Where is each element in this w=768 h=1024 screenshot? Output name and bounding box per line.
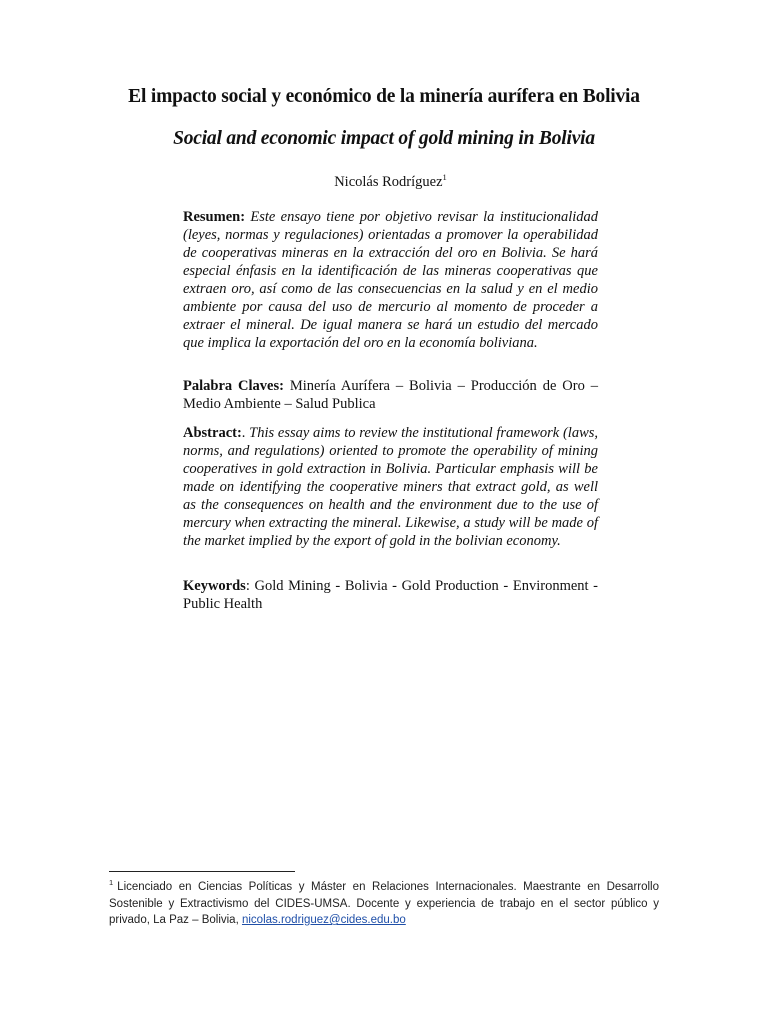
palabras-claves-text: Minería Aurífera – Bolivia – Producción de Oro – Medio Ambiente – Salud Publica <box>183 378 599 412</box>
author-name: Nicolás Rodríguez <box>334 174 443 190</box>
footnote-separator-rule <box>109 871 295 872</box>
author-line <box>183 172 598 192</box>
keywords-paragraph <box>183 577 598 613</box>
footnote-mark: 1 <box>109 878 114 888</box>
abstract-paragraph <box>183 424 598 550</box>
palabras-claves-paragraph <box>183 377 598 413</box>
title-english: Social and economic impact of gold mining in Bolivia <box>173 128 595 149</box>
footnote-text: Licenciado en Ciencias Políticas y Máster en Relaciones Internacionales. Maestrante en Desarrollo Sostenible y Extractivismo del CIDES-UMSA. Docente y experiencia de trabajo en el sector público y privado, La Paz – Bolivia, <box>109 881 659 926</box>
keywords-separator: : <box>245 578 255 594</box>
abstract-text: This essay aims to review the institutional framework (laws, norms, and regulations) oriented to promote the operability of mining cooperatives in gold extraction in Bolivia. Particular emphasis will be made on identifying the cooperative miners that extract gold, as well as the consequences on health and the environment due to the use of mercury when extracting the mineral. Likewise, a study will be made of the market implied by the export of gold in the bolivian economy. <box>183 425 599 549</box>
author-footnote-mark: 1 <box>442 172 447 183</box>
resumen-paragraph <box>183 208 598 352</box>
author-email-link[interactable]: nicolas.rodriguez@cides.edu.bo <box>241 914 406 926</box>
footnote <box>109 879 659 929</box>
resumen-label: Resumen: <box>183 209 246 225</box>
palabras-claves-label: Palabra Claves: <box>183 378 284 394</box>
abstract-separator: . <box>241 425 250 441</box>
keywords-label: Keywords <box>183 578 246 594</box>
keywords-text: Gold Mining - Bolivia - Gold Production - Environment - Public Health <box>183 578 598 612</box>
resumen-text: Este ensayo tiene por objetivo revisar la institucionalidad (leyes, normas y regulaciones) orientadas a promover la operabilidad de cooperativas mineras en la extracción del oro en Bolivia. Se hará especial énfasis en la identificación de las mineras cooperativas que extraen oro, así como de las consecuencias en la salud y en el medio ambiente por causa del uso de mercurio al momento de proceder a extraer el mineral. De igual manera se hará un estudio del mercado que implica la exportación del oro en la economía boliviana. <box>183 209 598 351</box>
abstract-label: Abstract: <box>183 425 242 441</box>
title-spanish: El impacto social y económico de la minería aurífera en Bolivia <box>128 86 640 107</box>
